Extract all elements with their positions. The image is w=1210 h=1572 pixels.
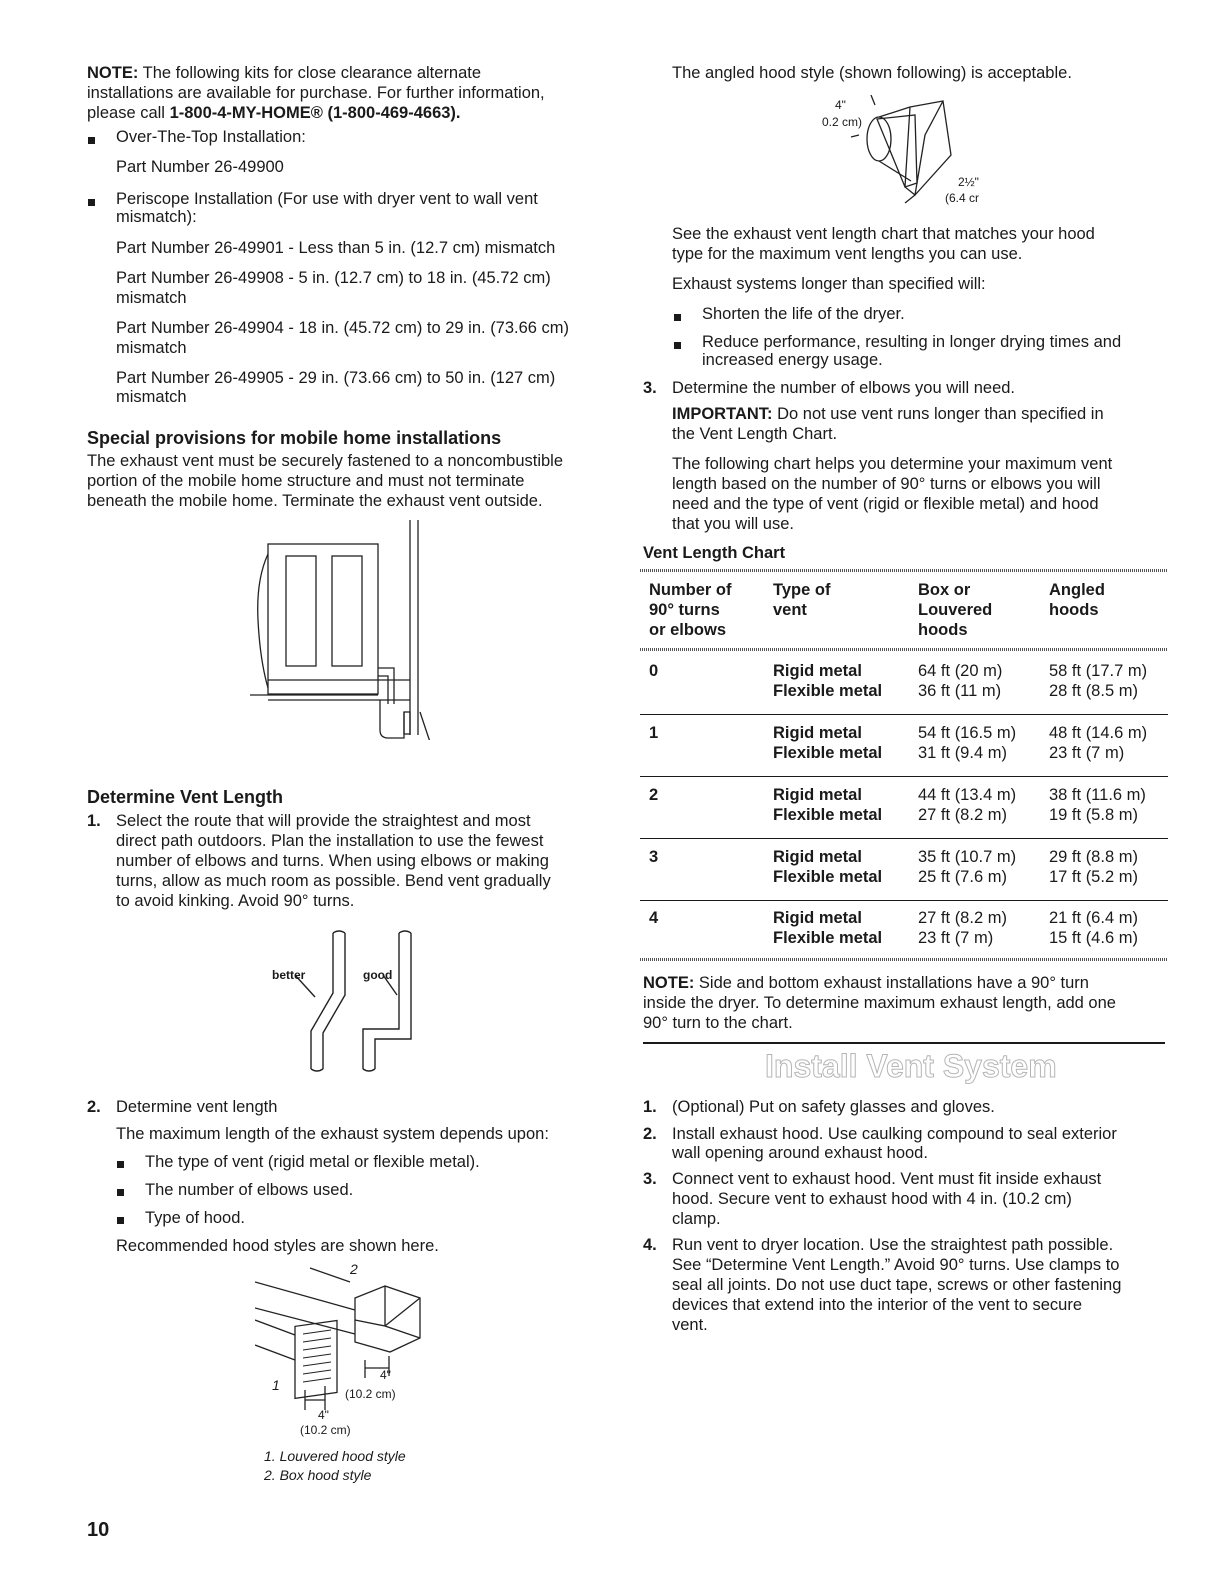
bullet-icon (117, 1161, 124, 1168)
row-type: Rigid metal Flexible metal (773, 848, 883, 886)
following-text: that you will use. (672, 515, 794, 533)
bullet-icon (117, 1189, 124, 1196)
step3-text: Determine the number of elbows you will need. (672, 379, 1016, 397)
install-step-text: seal all joints. Do not use duct tape, screws or other fastening (672, 1276, 1122, 1294)
step1-text: to avoid kinking. Avoid 90° turns. (116, 892, 355, 910)
install-step-text: devices that extend into the interior of the vent to secure (672, 1296, 1082, 1314)
dim-cm: (10.2 cm) (345, 1387, 396, 1401)
row-box: 54 ft (16.5 m) 31 ft (9.4 m) (918, 724, 1017, 762)
following-text: length based on the number of 90° turns or elbows you will (672, 475, 1101, 493)
step1-text: number of elbows and turns. When using elbows or making (116, 852, 549, 870)
angled-dim-in: 4" (835, 98, 846, 112)
row-turns: 3 (649, 848, 659, 866)
install-step-text: vent. (672, 1316, 708, 1334)
important-text-2: the Vent Length Chart. (672, 425, 838, 443)
depends-item: Type of hood. (145, 1209, 245, 1227)
part-line: mismatch (116, 289, 187, 307)
note2-text: inside the dryer. To determine maximum exhaust length, add one (643, 994, 1116, 1012)
install-step-text: (Optional) Put on safety glasses and gloves. (672, 1098, 995, 1116)
depends-item: The number of elbows used. (145, 1181, 354, 1199)
step1-text: direct path outdoors. Plan the installation to use the fewest (116, 832, 544, 850)
header-vent-type: Type of vent (773, 581, 831, 619)
following-text: need and the type of vent (rigid or flexible metal) and hood (672, 495, 1099, 513)
note2-label: NOTE: (643, 974, 695, 992)
install-title: Install Vent System (765, 1048, 1057, 1084)
row-box: 44 ft (13.4 m) 27 ft (8.2 m) (918, 786, 1017, 824)
caption-louvered: 1. Louvered hood style (264, 1448, 406, 1464)
row-angled: 38 ft (11.6 m) 19 ft (5.8 m) (1049, 786, 1146, 824)
row-type: Rigid metal Flexible metal (773, 724, 883, 762)
step2-text: Determine vent length (116, 1098, 278, 1116)
reduce-item: Reduce performance, resulting in longer drying times and (702, 333, 1122, 351)
hood-callout-1: 1 (272, 1377, 280, 1393)
row-type: Rigid metal Flexible metal (773, 909, 883, 947)
install-step-text: Run vent to dryer location. Use the straightest path possible. (672, 1236, 1114, 1254)
step-number: 3. (643, 1170, 657, 1188)
step1-text: turns, allow as much room as possible. Bend vent gradually (116, 872, 551, 890)
row-type: Rigid metal Flexible metal (773, 786, 883, 824)
install-step-text: wall opening around exhaust hood. (672, 1144, 928, 1162)
note-label: NOTE: (87, 64, 139, 82)
chart-title: Vent Length Chart (643, 544, 786, 562)
bullet-icon (674, 314, 681, 321)
part-line: Part Number 26-49904 - 18 in. (45.72 cm) to 29 in. (73.66 cm) (116, 319, 570, 337)
recommended-text: Recommended hood styles are shown here. (116, 1237, 439, 1255)
row-turns: 0 (649, 662, 659, 680)
section-rule (643, 1042, 1165, 1044)
step-number: 2. (87, 1098, 101, 1116)
vent-routing-illustration (265, 925, 435, 1075)
row-angled: 58 ft (17.7 m) 28 ft (8.5 m) (1049, 662, 1148, 700)
important-label: IMPORTANT: (672, 405, 773, 423)
note2-text: Side and bottom exhaust installations have a 90° turn (694, 974, 1089, 992)
depends-text: The maximum length of the exhaust system depends upon: (116, 1125, 549, 1143)
mobile-home-dryer-illustration (250, 520, 450, 740)
row-turns: 4 (649, 909, 659, 927)
part-line: Part Number 26-49908 - 5 in. (12.7 cm) to 18 in. (45.72 cm) (116, 269, 551, 287)
page-number: 10 (87, 1519, 110, 1541)
step1-text: Select the route that will provide the straightest and most (116, 812, 531, 830)
row-box: 27 ft (8.2 m) 23 ft (7 m) (918, 909, 1007, 947)
install-step-text: clamp. (672, 1210, 721, 1228)
part-line: Part Number 26-49901 - Less than 5 in. (12.7 cm) mismatch (116, 239, 556, 257)
install-step-text: Install exhaust hood. Use caulking compound to seal exterior (672, 1125, 1117, 1143)
longer-text: Exhaust systems longer than specified will: (672, 275, 986, 293)
bullet-icon (88, 137, 95, 144)
chart-header-rule (640, 648, 1168, 651)
row-turns: 2 (649, 786, 659, 804)
part-line: mismatch (116, 388, 187, 406)
see-chart-text: See the exhaust vent length chart that matches your hood (672, 225, 1095, 243)
row-angled: 48 ft (14.6 m) 23 ft (7 m) (1049, 724, 1148, 762)
row-rule (640, 838, 1168, 839)
chart-top-rule (640, 569, 1168, 572)
row-box: 35 ft (10.7 m) 25 ft (7.6 m) (918, 848, 1017, 886)
kit-title-over-the-top: Over-The-Top Installation: (116, 128, 306, 146)
install-step-text: See “Determine Vent Length.” Avoid 90° turns. Use clamps to (672, 1256, 1120, 1274)
chart-bottom-rule (640, 958, 1168, 961)
row-rule (640, 714, 1168, 715)
header-turns: Number of 90° turns or elbows (649, 581, 732, 639)
mobile-text: portion of the mobile home structure and must not terminate (87, 472, 525, 490)
note-text-2: installations are available for purchase. For further information, (87, 84, 545, 102)
row-box: 64 ft (20 m) 36 ft (11 m) (918, 662, 1003, 700)
following-text: The following chart helps you determine your maximum vent (672, 455, 1113, 473)
kit-title-periscope-2: mismatch): (116, 208, 197, 226)
note-block (87, 63, 617, 123)
angled-dim-cm: 0.2 cm) (822, 115, 863, 129)
step-number: 3. (643, 379, 657, 397)
dim-4in: 4" (318, 1408, 329, 1422)
step-number: 1. (643, 1098, 657, 1116)
mobile-text: The exhaust vent must be securely fastened to a noncombustible (87, 452, 564, 470)
longer-item: Shorten the life of the dryer. (702, 305, 905, 323)
note2-text: 90° turn to the chart. (643, 1014, 793, 1032)
row-type: Rigid metal Flexible metal (773, 662, 883, 700)
reduce-item: increased energy usage. (702, 351, 883, 369)
important-text: Do not use vent runs longer than specified in (772, 405, 1104, 423)
kit-part-number: Part Number 26-49900 (116, 158, 284, 176)
row-rule (640, 776, 1168, 777)
mobile-heading: Special provisions for mobile home installations (87, 428, 502, 448)
bullet-icon (117, 1217, 124, 1224)
angled-dim2-cm: (6.4 cr (945, 191, 980, 205)
row-turns: 1 (649, 724, 659, 742)
part-line: mismatch (116, 339, 187, 357)
header-box-louvered: Box or Louvered hoods (918, 581, 993, 639)
bullet-icon (674, 342, 681, 349)
dim-cm: (10.2 cm) (300, 1423, 351, 1437)
kit-title-periscope: Periscope Installation (For use with dryer vent to wall vent (116, 190, 538, 208)
hood-callout-2: 2 (350, 1261, 358, 1277)
depends-item: The type of vent (rigid metal or flexible metal). (145, 1153, 480, 1171)
determine-heading: Determine Vent Length (87, 787, 284, 807)
note-text-3: please call (87, 104, 170, 122)
angled-intro: The angled hood style (shown following) is acceptable. (672, 64, 1072, 82)
see-chart-text: type for the maximum vent lengths you can use. (672, 245, 1023, 263)
row-angled: 29 ft (8.8 m) 17 ft (5.2 m) (1049, 848, 1138, 886)
header-angled: Angled hoods (1049, 581, 1105, 619)
angled-dim2-in: 2½" (958, 175, 979, 189)
install-step-text: hood. Secure vent to exhaust hood with 4 in. (10.2 cm) (672, 1190, 1072, 1208)
step-number: 4. (643, 1236, 657, 1254)
bullet-icon (88, 199, 95, 206)
step-number: 2. (643, 1125, 657, 1143)
row-rule (640, 900, 1168, 901)
install-step-text: Connect vent to exhaust hood. Vent must fit inside exhaust (672, 1170, 1102, 1188)
part-line: Part Number 26-49905 - 29 in. (73.66 cm) to 50 in. (127 cm) (116, 369, 556, 387)
note-text: The following kits for close clearance alternate (138, 64, 482, 82)
phone-number: 1-800-4-MY-HOME® (1-800-469-4663). (169, 104, 461, 122)
good-label: good (363, 968, 393, 982)
better-label: better (272, 968, 306, 982)
dim-4in: 4" (380, 1368, 391, 1382)
row-angled: 21 ft (6.4 m) 15 ft (4.6 m) (1049, 909, 1138, 947)
mobile-text: beneath the mobile home. Terminate the exhaust vent outside. (87, 492, 543, 510)
step-number: 1. (87, 812, 101, 830)
caption-box: 2. Box hood style (264, 1467, 372, 1483)
